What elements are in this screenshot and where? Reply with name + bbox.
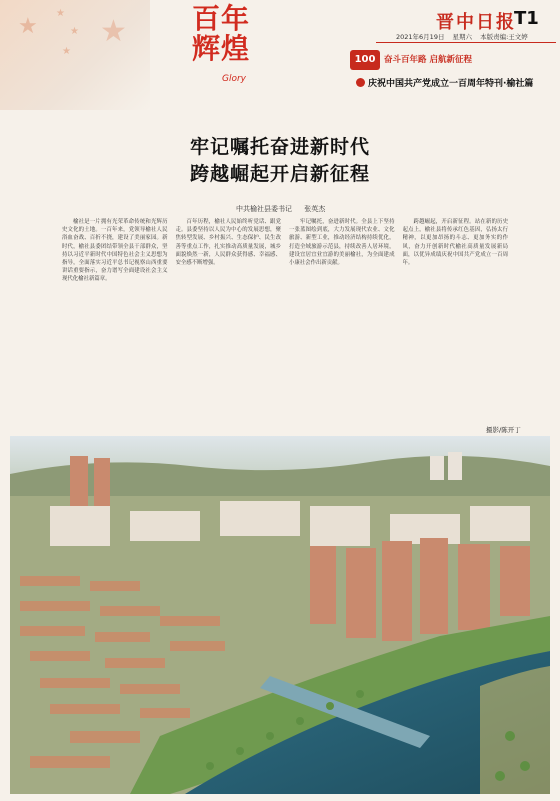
byline-role: 中共榆社县委书记 xyxy=(236,205,292,213)
byline xyxy=(236,204,335,214)
article-column: 牢记嘱托，奋进新时代。全县上下坚持一张蓝图绘到底，大力发展现代农业、文化旅游、新型工业，推动经济结构持续优化，打造全域旅游示范县，持续改善人居环境，建设宜居宜业宜游的美丽榆社，为全面建成小康社会作出新贡献。 xyxy=(289,219,395,267)
masthead xyxy=(0,0,560,112)
page-number: T1 xyxy=(514,8,539,29)
issue-meta xyxy=(396,32,534,41)
star-icon: ★ xyxy=(70,26,79,37)
headline xyxy=(0,134,560,188)
party-flag-banner xyxy=(0,0,150,110)
special-issue-title xyxy=(356,76,533,89)
seal-subtitle: Glory xyxy=(222,74,247,84)
headline-line-2: 跨越崛起开启新征程 xyxy=(189,163,370,185)
divider xyxy=(376,42,556,43)
star-icon: ★ xyxy=(18,14,38,39)
photo-credit: 摄影/陈开丁 xyxy=(486,426,521,434)
article-body xyxy=(62,218,508,396)
town-illustration xyxy=(10,436,550,794)
centennial-seal xyxy=(186,4,284,104)
newspaper-name: 晋中日报 xyxy=(436,12,516,33)
bullet-icon xyxy=(356,78,365,87)
slogan: 奋斗百年路 启航新征程 xyxy=(384,55,472,65)
byline-name: 张英杰 xyxy=(304,205,326,213)
centennial-badge: 100 xyxy=(350,50,380,70)
aerial-town-photo xyxy=(10,436,550,794)
star-icon: ★ xyxy=(100,14,127,49)
issue-date: 2021年6月19日 xyxy=(396,33,445,41)
special-issue-title-text: 庆祝中国共产党成立一百周年特刊·榆社篇 xyxy=(368,79,534,89)
star-icon: ★ xyxy=(56,8,65,19)
seal-title: 百年辉煌 xyxy=(192,2,251,65)
article-column: 百年历程，榆社人民始终听党话、跟党走。县委坚持以人民为中心的发展思想，聚焦转型发展、乡村振兴、生态保护、民生改善等重点工作，扎实推动高质量发展，城乡面貌焕然一新，人民群众获得感、幸福感、安全感不断增强。 xyxy=(175,219,281,267)
page-editor: 本版责编:王文婷 xyxy=(480,33,528,41)
article-column: 跨越崛起，开启新征程。站在新的历史起点上，榆社县将传承红色基因，弘扬太行精神，以更加昂扬的斗志、更加务实的作风，奋力开创新时代榆社高质量发展新局面，以优异成绩庆祝中国共产党成立一百周年。 xyxy=(402,219,508,267)
star-icon: ★ xyxy=(62,46,71,57)
issue-weekday: 星期六 xyxy=(452,33,473,41)
article-column: 榆社是一片拥有光荣革命传统和光辉历史文化的土地。一百年来，党领导榆社人民浴血奋战、百折不挠，建设了美丽家园。新时代，榆社县委团结带领全县干部群众，坚持以习近平新时代中国特色社会主义思想为指导，全面落实习近平总书记视察山西重要讲话重要指示，奋力谱写全面建设社会主义现代化榆社新篇章。 xyxy=(62,219,168,283)
headline-line-1: 牢记嘱托奋进新时代 xyxy=(189,136,370,158)
